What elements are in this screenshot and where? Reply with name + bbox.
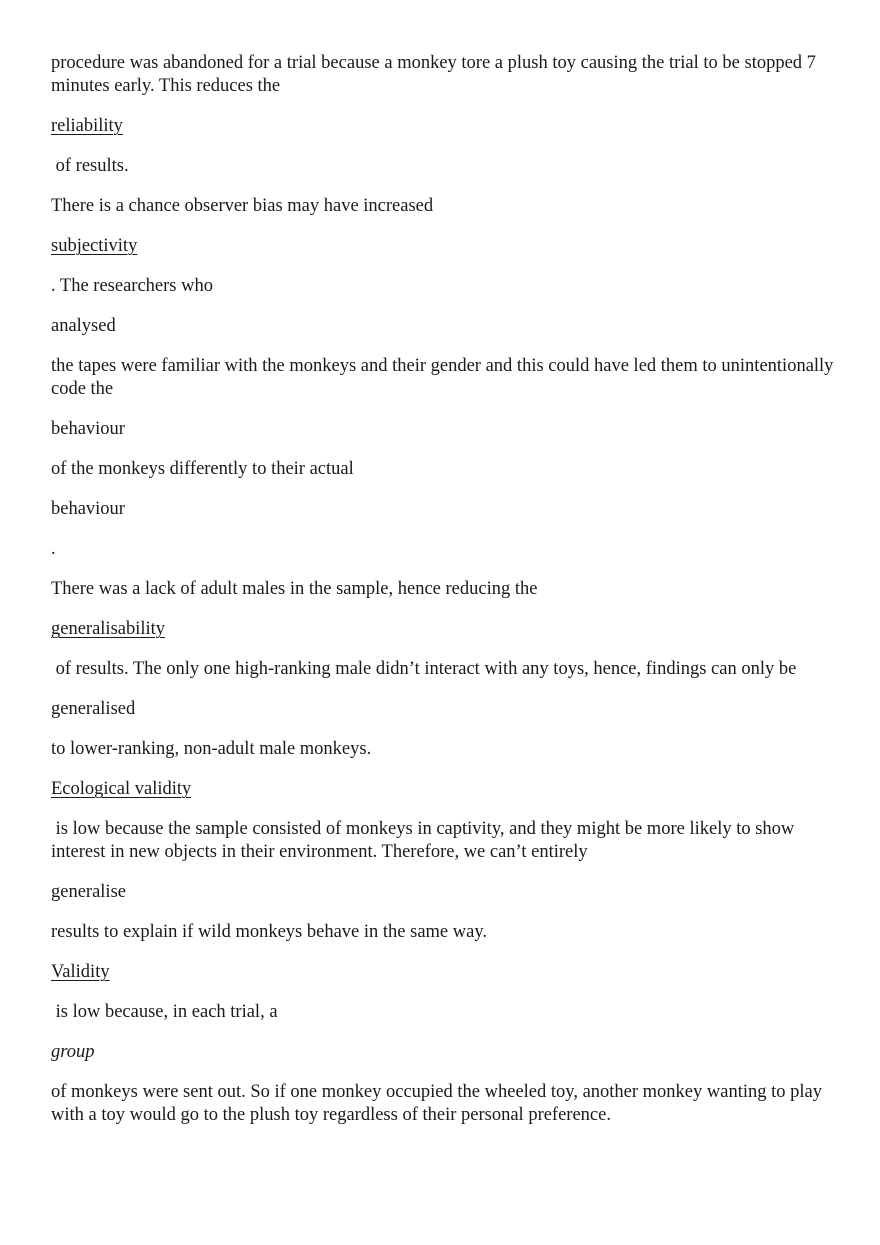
- paragraph-5: [51, 235, 841, 258]
- term-ecological-validity: Ecological validity: [51, 779, 192, 799]
- paragraph-25: of monkeys were sent out. So if one monkey occupied the wheeled toy, another monkey wanting to play with a toy would go to the plush toy regardless of their personal preference.: [51, 1082, 822, 1125]
- paragraph-12: .: [51, 539, 56, 559]
- paragraph-4: There is a chance observer bias may have increased: [51, 196, 434, 216]
- paragraph-20: generalise: [51, 882, 126, 902]
- term-subjectivity: subjectivity: [51, 236, 138, 256]
- paragraph-21: results to explain if wild monkeys behave in the same way.: [51, 922, 488, 942]
- paragraph-9: behaviour: [51, 419, 125, 439]
- paragraph-1: procedure was abandoned for a trial because a monkey tore a plush toy causing the trial to be stopped 7 minutes early. This reduces the: [51, 53, 816, 96]
- paragraph-11: behaviour: [51, 499, 125, 519]
- paragraph-16: generalised: [51, 699, 136, 719]
- paragraph-2: [51, 115, 841, 138]
- paragraph-22: [51, 961, 841, 984]
- paragraph-15: of results. The only one high-ranking male didn’t interact with any toys, hence, findings can only be: [51, 659, 797, 679]
- paragraph-7: analysed: [51, 316, 116, 336]
- paragraph-14: [51, 618, 841, 641]
- paragraph-17: to lower-ranking, non-adult male monkeys.: [51, 739, 372, 759]
- term-group: group: [51, 1042, 95, 1062]
- paragraph-8: the tapes were familiar with the monkeys and their gender and this could have led them to unintentionally code the: [51, 356, 834, 399]
- paragraph-3: of results.: [51, 156, 129, 176]
- paragraph-10: of the monkeys differently to their actual: [51, 459, 354, 479]
- term-reliability: reliability: [51, 116, 123, 136]
- paragraph-13: There was a lack of adult males in the sample, hence reducing the: [51, 579, 538, 599]
- paragraph-19: is low because the sample consisted of monkeys in captivity, and they might be more likely to show interest in new objects in their environment. Therefore, we can’t entirely: [51, 819, 799, 862]
- paragraph-18: [51, 778, 841, 801]
- paragraph-24: [51, 1041, 841, 1064]
- term-validity: Validity: [51, 962, 110, 982]
- paragraph-23: is low because, in each trial, a: [51, 1002, 278, 1022]
- paragraph-6: . The researchers who: [51, 276, 213, 296]
- term-generalisability: generalisability: [51, 619, 166, 639]
- document-page: [51, 52, 841, 1144]
